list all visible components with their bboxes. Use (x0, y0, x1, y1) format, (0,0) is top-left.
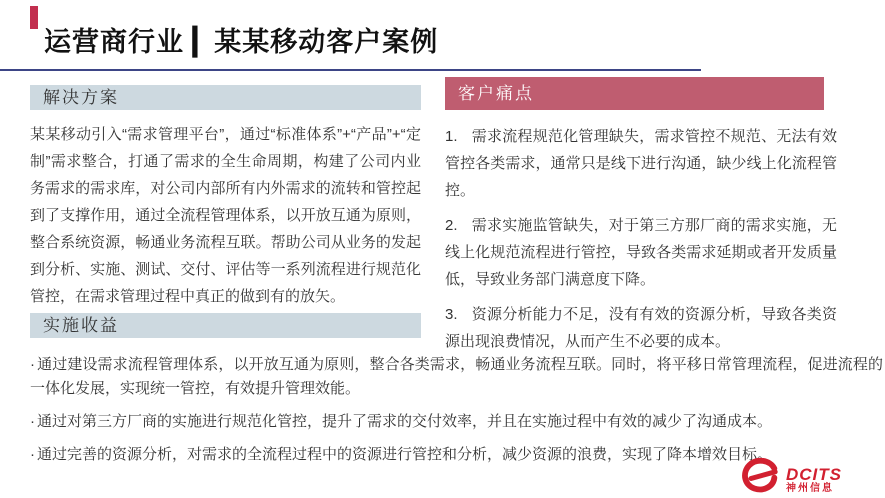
benefit-bullet: · (30, 446, 35, 463)
dcits-brand-subtitle: 神州信息 (786, 483, 834, 494)
benefits-header-label: 实施收益 (43, 316, 119, 335)
pain-point-number: 3. (445, 306, 458, 323)
pain-point-item (445, 123, 837, 204)
solution-header-label: 解决方案 (43, 88, 119, 107)
solution-panel (30, 85, 421, 310)
benefits-list (30, 353, 883, 467)
benefit-item (30, 410, 883, 434)
pain-point-number: 1. (445, 128, 458, 145)
benefits-panel (30, 313, 883, 476)
pain-points-header-label: 客户痛点 (458, 84, 534, 103)
pain-point-text: 资源分析能力不足，没有有效的资源分析，导致各类资源出现浪费情况，从而产生不必要的成本。 (445, 306, 837, 350)
dcits-brand-name: DCITS (786, 465, 842, 484)
benefit-text: 通过对第三方厂商的实施进行规范化管控，提升了需求的交付效率，并且在实施过程中有效的减少了沟通成本。 (37, 413, 773, 430)
benefit-bullet: · (30, 356, 35, 373)
title-divider-line (0, 69, 701, 71)
benefit-item (30, 353, 883, 401)
benefits-header-band (30, 313, 421, 338)
dcits-swoosh-icon (740, 456, 782, 498)
dcits-logo (740, 456, 842, 498)
solution-header-band (30, 85, 421, 110)
solution-body-text: 某某移动引入“需求管理平台”，通过“标准体系”+“产品”+“定制”需求整合，打通了需求的全生命周期，构建了公司内业务需求的需求库，对公司内部所有内外需求的流转和管控起到了支撑作用，通过全流程管理体系，以开放互通为原则，整合系统资源，畅通业务流程互联。帮助公司从业务的发起到分析、实施、测试、交付、评估等一系列流程进行规范化管控，在需求管理过程中真正的做到有的放矢。 (30, 126, 421, 305)
pain-point-text: 需求流程规范化管理缺失，需求管控不规范、无法有效管控各类需求，通常只是线下进行沟通，缺少线上化流程管控。 (445, 128, 837, 199)
pain-point-number: 2. (445, 217, 458, 234)
title-accent-bar (30, 6, 38, 29)
pain-point-item (445, 212, 837, 293)
benefit-bullet: · (30, 413, 35, 430)
dcits-logo-text (786, 466, 842, 495)
pain-point-text: 需求实施监管缺失，对于第三方那厂商的需求实施，无线上化规范流程进行管控，导致各类需求延期或者开发质量低，导致业务部门满意度下降。 (445, 217, 837, 288)
benefit-text: 通过完善的资源分析，对需求的全流程过程中的资源进行管控和分析，减少资源的浪费，实现了降本增效目标。 (37, 446, 773, 463)
benefit-text: 通过建设需求流程管理体系，以开放互通为原则，整合各类需求，畅通业务流程互联。同时，将平移日常管理流程，促进流程的一体化发展，实现统一管控，有效提升管理效能。 (30, 356, 883, 397)
page-title: 运营商行业 ▎某某移动客户案例 (44, 27, 439, 57)
pain-points-header-band (445, 77, 824, 110)
